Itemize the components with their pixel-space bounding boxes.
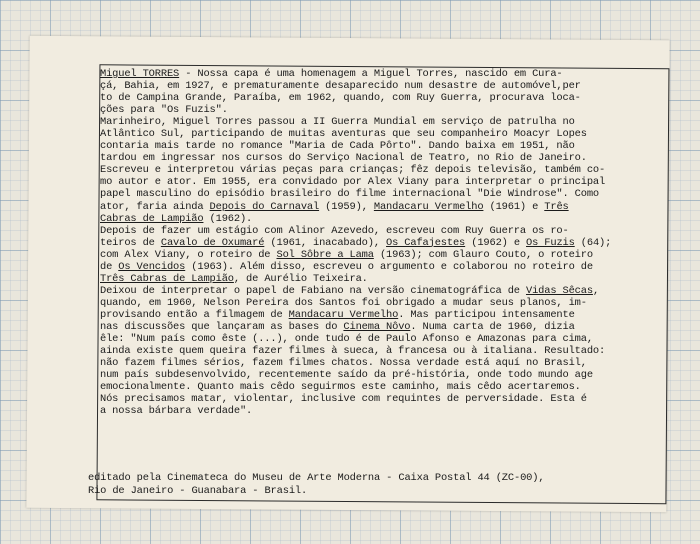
text-segment: ator, faria ainda [100, 200, 210, 213]
text-line [100, 393, 640, 405]
text-line [100, 213, 640, 225]
text-segment: to de Campina Grande, Paraíba, em 1962, quando, com Ruy Guerra, procurava loca- [100, 92, 581, 105]
underlined-title: Sol Sôbre a Lama [276, 248, 374, 261]
text-line [100, 201, 640, 213]
text-line [100, 249, 640, 261]
text-line [100, 285, 640, 297]
text-segment: , [592, 284, 600, 297]
text-segment: (1961, inacabado), [264, 236, 387, 249]
text-segment: com Alex Viany, o roteiro de [100, 248, 277, 261]
text-segment: . Mas participou intensamente [398, 308, 575, 321]
biography-text [100, 68, 640, 417]
text-line [100, 273, 640, 285]
text-segment: num país subdesenvolvido, recentemente saído da pré-história, onde todo mundo age [100, 369, 593, 382]
text-line [100, 188, 640, 200]
text-segment: Depois de fazer um estágio com Alinor Azevedo, escreveu com Ruy Guerra os ro- [100, 224, 569, 237]
text-line [100, 128, 640, 140]
text-line [100, 164, 640, 176]
text-line [100, 357, 640, 369]
text-line [100, 152, 640, 164]
publisher-footer [88, 472, 668, 497]
text-segment: mo autor e ator. Em 1955, era convidado por Alex Viany para interpretar o principal [100, 176, 606, 189]
text-segment: - Nossa capa é uma homenagem a Miguel Torres, nascido em Cura- [179, 68, 563, 80]
underlined-title: Depois do Carnaval [209, 200, 320, 213]
underlined-title: Três [544, 200, 569, 213]
underlined-title: Mandacaru Vermelho [288, 308, 399, 321]
text-segment: . Numa carta de 1960, dizia [410, 320, 575, 333]
underlined-title: Os Cafajestes [386, 236, 466, 249]
underlined-title: Os Vencidos [118, 260, 186, 273]
text-segment: (1961) e [483, 200, 545, 213]
text-segment: (64); [574, 236, 612, 249]
text-segment: (1963); com Glauro Couto, o roteiro [373, 248, 593, 261]
text-segment: Marinheiro, Miguel Torres passou a II Guerra Mundial em serviço de patrulha no [100, 116, 575, 129]
text-segment: ainda existe quem queira fazer filmes à sueca, à francesa ou à italiana. Resultado: [100, 345, 606, 358]
underlined-title: Três Cabras de Lampião [100, 272, 234, 285]
text-line [100, 104, 640, 116]
footer-line: editado pela Cinemateca do Museu de Arte Moderna - Caixa Postal 44 (ZC-00), [88, 472, 545, 484]
text-segment: çá, Bahia, em 1927, e prematuramente desaparecido num desastre de automóvel,per [100, 80, 581, 93]
text-segment: (1963). Além disso, escreveu o argumento e colaborou no roteiro de [185, 260, 593, 273]
text-segment: Deixou de interpretar o papel de Fabiano na versão cinematográfica de [100, 284, 526, 297]
text-line [100, 345, 640, 357]
text-segment: quando, em 1960, Nelson Pereira dos Santos foi obrigado a mudar seus planos, im- [100, 296, 587, 309]
text-segment: a nossa bárbara verdade". [100, 405, 253, 418]
text-segment: emocionalmente. Quanto mais cêdo seguirmos este caminho, mais cêdo acertaremos. [100, 381, 581, 394]
text-segment: Atlântico Sul, participando de muitas aventuras que seu companheiro Moacyr Lopes [100, 128, 587, 141]
text-segment: não fazem filmes sérios, fazem filmes chatos. Nossa verdade está aquí no Brasil, [100, 357, 587, 370]
underlined-title: Cinema Nôvo [343, 320, 411, 333]
text-line [100, 176, 640, 188]
text-line [100, 237, 640, 249]
text-segment: contaria mais tarde no romance "Maria de Cada Pôrto". Dando baixa em 1951, não [100, 140, 575, 153]
text-line [100, 309, 640, 321]
text-segment: Escreveu e interpretou várias peças para crianças; fêz depois televisão, também co- [100, 164, 606, 177]
text-line [100, 80, 640, 92]
text-line [100, 261, 640, 273]
text-segment: tardou em ingressar nos cursos do Serviço Nacional de Teatro, no Rio de Janeiro. [100, 152, 587, 165]
text-line [100, 405, 640, 417]
underlined-title: Cavalo de Oxumaré [160, 236, 265, 249]
text-line [100, 68, 640, 80]
text-line [100, 321, 640, 333]
text-line [100, 381, 640, 393]
underlined-title: Mandacaru Vermelho [373, 200, 484, 213]
text-segment: Nós precisamos matar, violentar, inclusive com requintes de perversidade. Esta é [100, 393, 587, 406]
text-segment: ções para "Os Fuzis". [100, 104, 228, 117]
text-line [100, 116, 640, 128]
underlined-title: Os Fuzis [526, 236, 575, 249]
text-line [100, 369, 640, 381]
text-line [100, 140, 640, 152]
text-line [100, 333, 640, 345]
underlined-title: Cabras de Lampião [100, 212, 204, 225]
text-line [100, 225, 640, 237]
footer-line: Rio de Janeiro - Guanabara - Brasil. [88, 484, 308, 497]
text-segment: (1962) e [465, 236, 527, 249]
underlined-title: Vidas Sêcas [525, 284, 593, 297]
text-line [100, 92, 640, 104]
text-line [100, 297, 640, 309]
text-segment: de [100, 260, 119, 273]
text-segment: teiros de [100, 236, 161, 249]
text-segment: papel masculino do episódio brasileiro do filme internacional "Die Windrose". Como [100, 188, 600, 201]
underlined-title: Miguel TORRES [100, 68, 180, 80]
text-segment: (1959), [319, 200, 374, 213]
text-segment: êle: "Num país como êste (...), onde tudo é de Paulo Afonso e Amazonas para cima, [100, 333, 593, 346]
text-segment: , de Aurélio Teixeira. [233, 272, 368, 285]
text-segment: provisando então a filmagem de [100, 308, 289, 321]
text-segment: (1962). [203, 212, 253, 225]
text-segment: nas discussões que lançaram as bases do [100, 320, 344, 333]
